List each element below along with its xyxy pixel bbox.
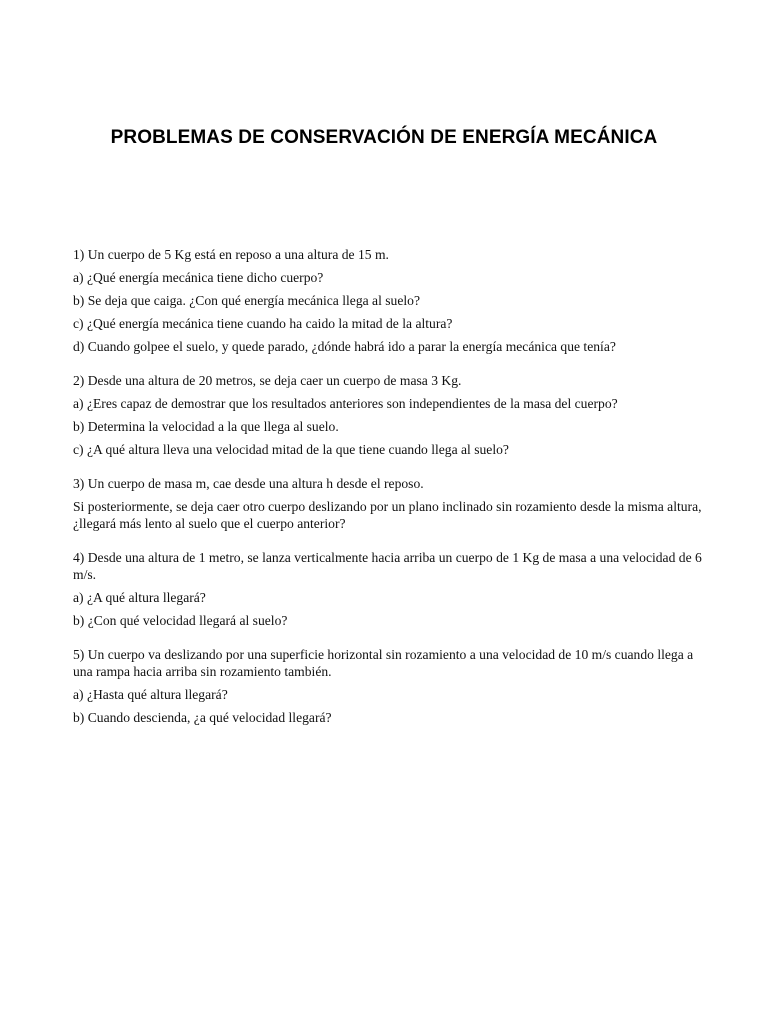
question-b: b) Determina la velocidad a la que llega al suelo. bbox=[73, 419, 339, 434]
problem-5 bbox=[73, 646, 703, 726]
page-title: PROBLEMAS DE CONSERVACIÓN DE ENERGÍA MECÁNICA bbox=[110, 127, 658, 148]
question-b: b) ¿Con qué velocidad llegará al suelo? bbox=[73, 613, 288, 628]
question-c: c) ¿A qué altura lleva una velocidad mitad de la que tiene cuando llega al suelo? bbox=[73, 442, 509, 457]
question-b: b) Cuando descienda, ¿a qué velocidad llegará? bbox=[73, 710, 332, 725]
question-d: d) Cuando golpee el suelo, y quede parado, ¿dónde habrá ido a parar la energía mecánica que tenía? bbox=[73, 339, 616, 354]
problem-statement: 5) Un cuerpo va deslizando por una superficie horizontal sin rozamiento a una velocidad de 10 m/s cuando llega a una rampa hacia arriba sin rozamiento también. bbox=[73, 647, 694, 679]
problem-2 bbox=[73, 372, 703, 458]
problem-1 bbox=[73, 246, 703, 355]
question-c: c) ¿Qué energía mecánica tiene cuando ha caido la mitad de la altura? bbox=[73, 316, 453, 331]
question-a: a) ¿Qué energía mecánica tiene dicho cuerpo? bbox=[73, 270, 324, 285]
question-a: a) ¿Eres capaz de demostrar que los resultados anteriores son independientes de la masa del cuerpo? bbox=[73, 396, 618, 411]
question-b: b) Se deja que caiga. ¿Con qué energía mecánica llega al suelo? bbox=[73, 293, 420, 308]
problem-statement: 3) Un cuerpo de masa m, cae desde una altura h desde el reposo. bbox=[73, 476, 424, 491]
problem-4 bbox=[73, 549, 703, 629]
question-a: a) ¿Hasta qué altura llegará? bbox=[73, 687, 228, 702]
problem-statement: 2) Desde una altura de 20 metros, se deja caer un cuerpo de masa 3 Kg. bbox=[73, 373, 462, 388]
problem-list bbox=[73, 246, 703, 732]
problem-3 bbox=[73, 475, 703, 532]
question-a: a) ¿A qué altura llegará? bbox=[73, 590, 206, 605]
problem-followup: Si posteriormente, se deja caer otro cuerpo deslizando por un plano inclinado sin rozamiento desde la misma altura, ¿llegará más lento al suelo que el cuerpo anterior? bbox=[73, 499, 702, 531]
problem-statement: 4) Desde una altura de 1 metro, se lanza verticalmente hacia arriba un cuerpo de 1 Kg de masa a una velocidad de 6 m/s. bbox=[73, 550, 702, 582]
problem-statement: 1) Un cuerpo de 5 Kg está en reposo a una altura de 15 m. bbox=[73, 247, 389, 262]
